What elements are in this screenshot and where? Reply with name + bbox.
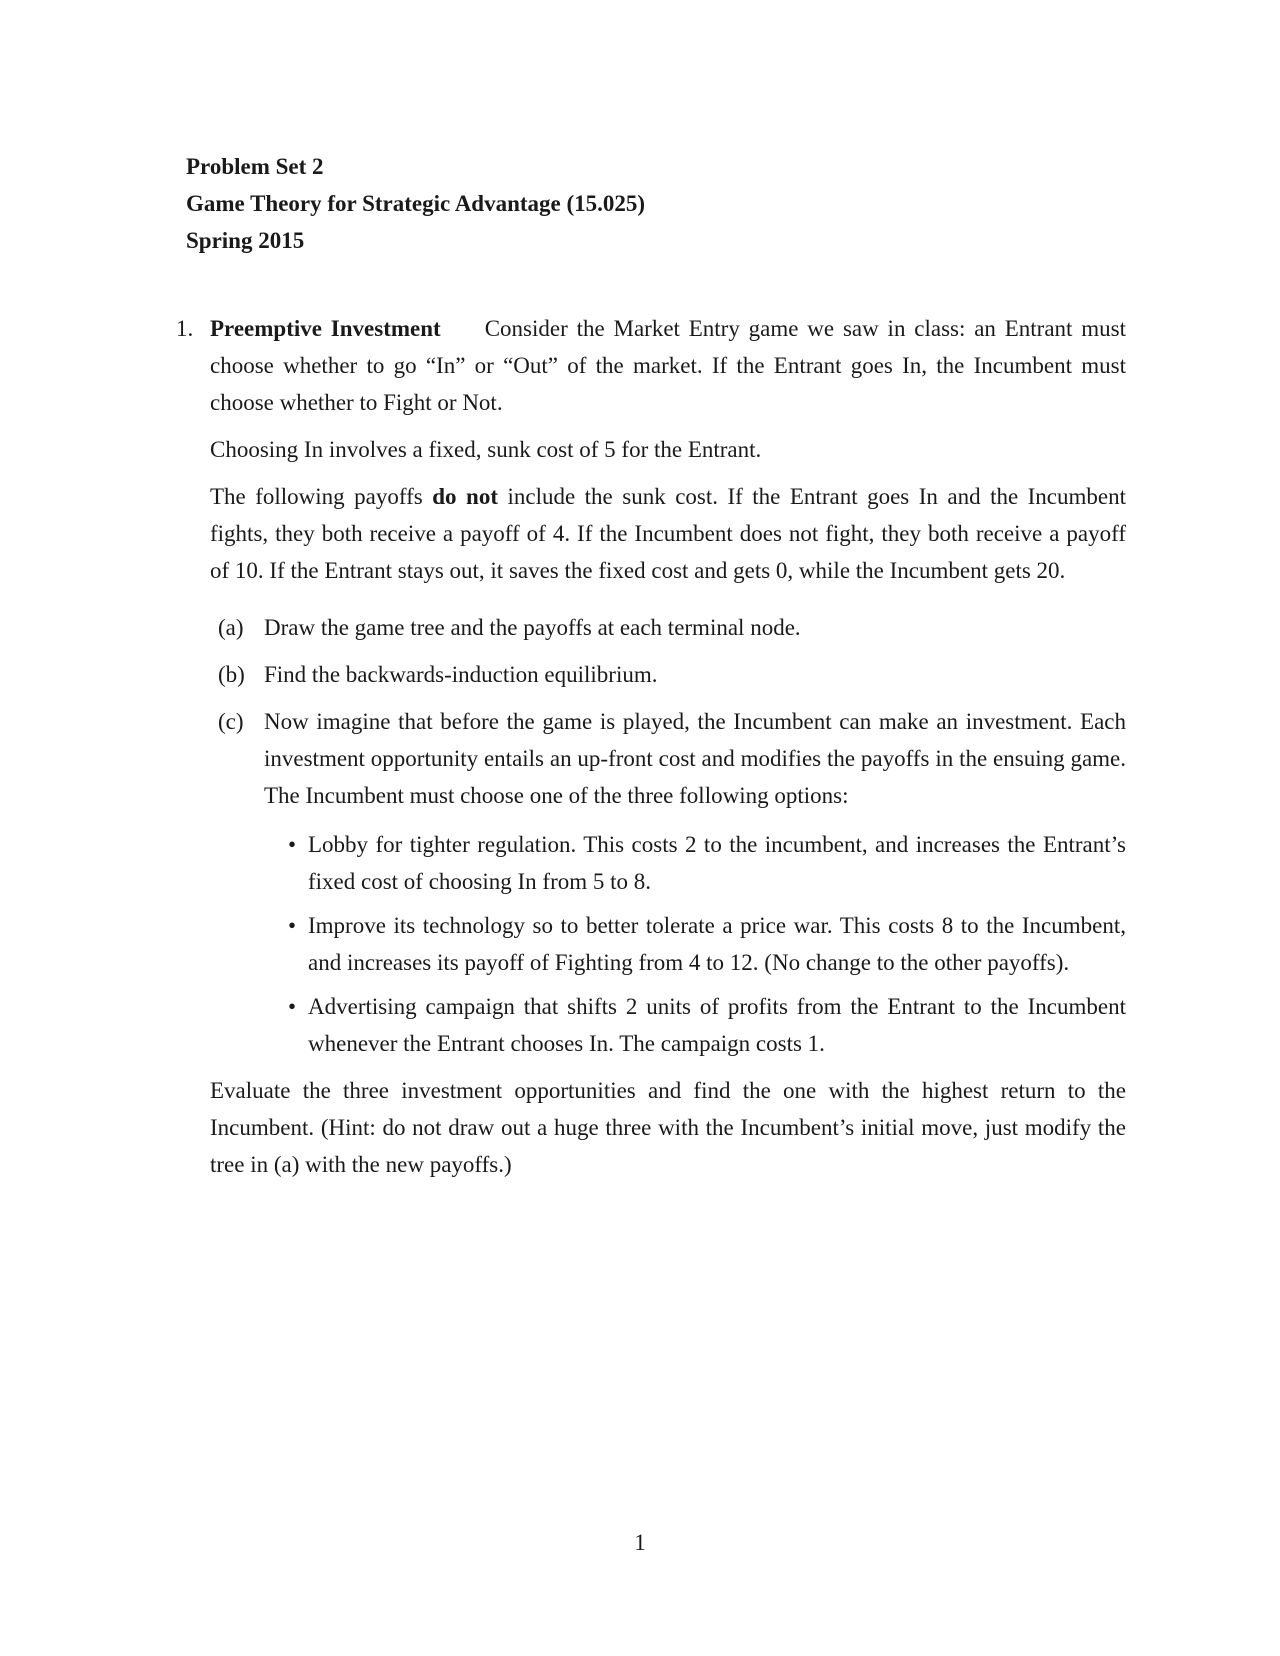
part-text: Draw the game tree and the payoffs at each terminal node. [264, 615, 801, 640]
closing-paragraph: Evaluate the three investment opportunities and find the one with the highest return to the Incumbent. (Hint: do not draw out a huge three with the Incumbent’s initial move, just modify the tree in (a) with the new payoffs.) [210, 1078, 1126, 1177]
payoffs-prefix: The following payoffs [210, 484, 423, 509]
parts-list [210, 609, 1126, 1062]
bullet-icon: • [288, 994, 297, 1019]
bullet-text: Improve its technology so to better tolerate a price war. This costs 8 to the Incumbent, and increases its payoff of Fighting from 4 to 12. (No change to the other payoffs). [308, 913, 1126, 975]
part-a [210, 609, 1126, 646]
problem-set-title: Problem Set 2 [186, 154, 324, 179]
bullet-item [264, 826, 1126, 900]
course-title: Game Theory for Strategic Advantage (15.025) [186, 191, 646, 216]
payoffs-suffix: include the sunk cost. If the Entrant goes In and the Incumbent fights, they both receive a payoff of 4. If the Incumbent does not fight, they both receive a payoff of 10. If the Entrant stays out, it saves the fixed cost and gets 0, while the Incumbent gets 20. [210, 484, 1127, 583]
part-c [210, 703, 1126, 1062]
part-text: Find the backwards-induction equilibrium. [264, 662, 658, 687]
bullet-icon: • [288, 913, 297, 938]
page-number: 1 [634, 1530, 646, 1555]
term-label: Spring 2015 [186, 228, 305, 253]
intro-paragraph [210, 310, 1126, 421]
problem-1 [176, 310, 1126, 1193]
bullet-icon: • [288, 832, 297, 857]
bullet-text: Advertising campaign that shifts 2 units of profits from the Entrant to the Incumbent whenever the Entrant chooses In. The campaign costs 1. [308, 994, 1126, 1056]
document-header [186, 148, 645, 259]
part-b [210, 656, 1126, 693]
problem-title: Preemptive Investment [210, 316, 441, 341]
problem-number: 1. [176, 316, 194, 341]
part-label: (a) [218, 615, 244, 640]
part-text: Now imagine that before the game is played, the Incumbent can make an investment. Each investment opportunity entails an up-front cost and modifies the payoffs in the ensuing game. The Incumbent must choose one of the three following options: [264, 709, 1126, 808]
part-label: (c) [218, 709, 244, 734]
bullet-item [264, 988, 1126, 1062]
intro-text: Consider the Market Entry game we saw in class: an Entrant must choose whether to go “In” or “Out” of the market. If the Entrant goes In, the Incumbent must choose whether to Fight or Not. [210, 316, 1126, 415]
bullet-text: Lobby for tighter regulation. This costs 2 to the incumbent, and increases the Entrant’s fixed cost of choosing In from 5 to 8. [308, 832, 1126, 894]
payoffs-emphasis: do not [432, 484, 498, 509]
payoffs-paragraph [210, 478, 1126, 589]
bullet-item [264, 907, 1126, 981]
problem-body [210, 310, 1126, 1183]
bullet-list [264, 826, 1126, 1062]
part-label: (b) [218, 662, 245, 687]
sunk-cost-paragraph: Choosing In involves a fixed, sunk cost of 5 for the Entrant. [210, 437, 762, 462]
